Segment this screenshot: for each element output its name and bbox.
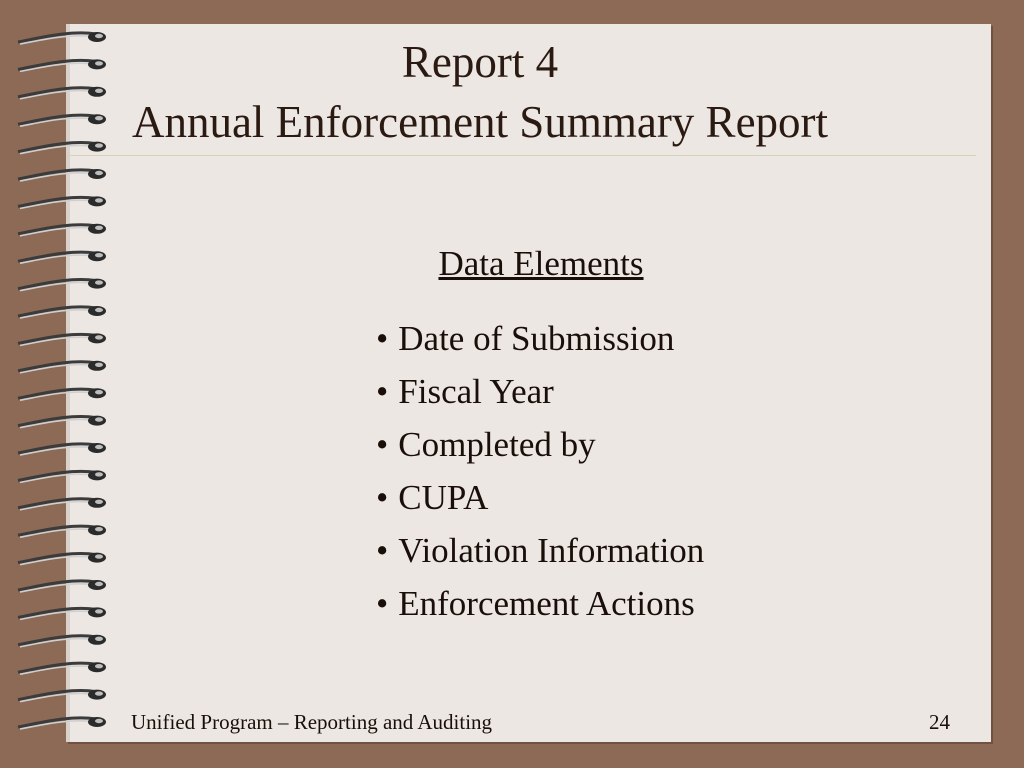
- slide-title: [0, 32, 960, 152]
- spiral-ring: [18, 224, 106, 236]
- spiral-ring: [18, 498, 106, 510]
- spiral-ring: [18, 470, 106, 482]
- spiral-ring: [18, 525, 106, 537]
- bullet-item: • Enforcement Actions: [376, 577, 704, 630]
- bullet-item: • Date of Submission: [376, 312, 704, 365]
- bullet-item: • Fiscal Year: [376, 365, 704, 418]
- bullet-item: • CUPA: [376, 471, 704, 524]
- spiral-ring: [18, 196, 106, 208]
- spiral-ring: [18, 553, 106, 565]
- spiral-ring: [18, 416, 106, 428]
- title-divider: [66, 155, 976, 156]
- title-line-2: Annual Enforcement Summary Report: [131, 97, 829, 147]
- footer-text: Unified Program – Reporting and Auditing: [131, 710, 493, 734]
- section-heading: Data Elements: [438, 244, 644, 283]
- title-line-1: Report 4: [401, 37, 559, 87]
- spiral-ring: [18, 333, 106, 345]
- spiral-ring: [18, 361, 106, 373]
- bullet-item: • Violation Information: [376, 524, 704, 577]
- spiral-ring: [18, 662, 106, 674]
- spiral-ring: [18, 635, 106, 647]
- bullet-list: [376, 312, 704, 630]
- spiral-ring: [18, 690, 106, 702]
- spiral-ring: [18, 580, 106, 592]
- spiral-ring: [18, 607, 106, 619]
- page-number: 24: [929, 710, 950, 734]
- spiral-ring: [18, 306, 106, 318]
- spiral-ring: [18, 169, 106, 181]
- spiral-ring: [18, 717, 106, 729]
- spiral-ring: [18, 388, 106, 400]
- bullet-item: • Completed by: [376, 418, 704, 471]
- spiral-ring: [18, 443, 106, 455]
